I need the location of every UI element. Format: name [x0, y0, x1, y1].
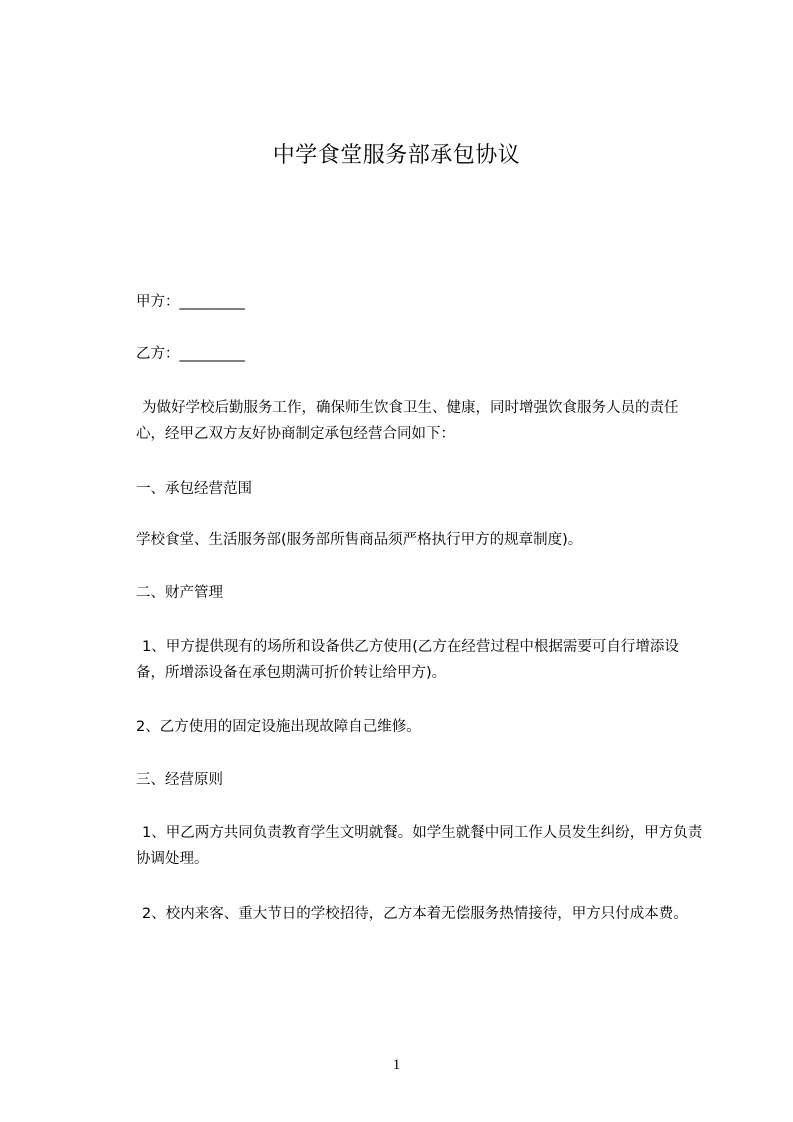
page-number: 1	[392, 1057, 401, 1073]
section-2-paragraph-2: 2、乙方使用的固定设施出现故障自己维修。	[136, 719, 421, 735]
intro-paragraph: 为做好学校后勤服务工作，确保师生饮食卫生、健康，同时增强饮食服务人员的责任心，经甲乙双方友好协商制定承包经营合同如下：	[136, 400, 679, 442]
section-2-paragraph-1: 1、甲方提供现有的场所和设备供乙方使用(乙方在经营过程中根据需要可自行增添设备，所增添设备在承包期满可折价转让给甲方)。	[136, 639, 679, 681]
section-heading-2: 二、财产管理	[136, 585, 223, 601]
section-3-paragraph-1: 1、甲乙两方共同负责教育学生文明就餐。如学生就餐中同工作人员发生纠纷，甲方负责协调处理。	[136, 825, 703, 867]
section-3-paragraph-2: 2、校内来客、重大节日的学校招待，乙方本着无偿服务热情接待，甲方只付成本费。	[142, 906, 688, 922]
document-title: 中学食堂服务部承包协议	[272, 143, 521, 168]
party-a-line: 甲方：_________	[136, 294, 245, 310]
section-heading-1: 一、承包经营范围	[136, 481, 252, 497]
section-1-paragraph-1: 学校食堂、生活服务部(服务部所售商品须严格执行甲方的规章制度)。	[136, 532, 583, 548]
section-heading-3: 三、经营原则	[136, 772, 223, 788]
party-b-line: 乙方：_________	[136, 346, 245, 362]
